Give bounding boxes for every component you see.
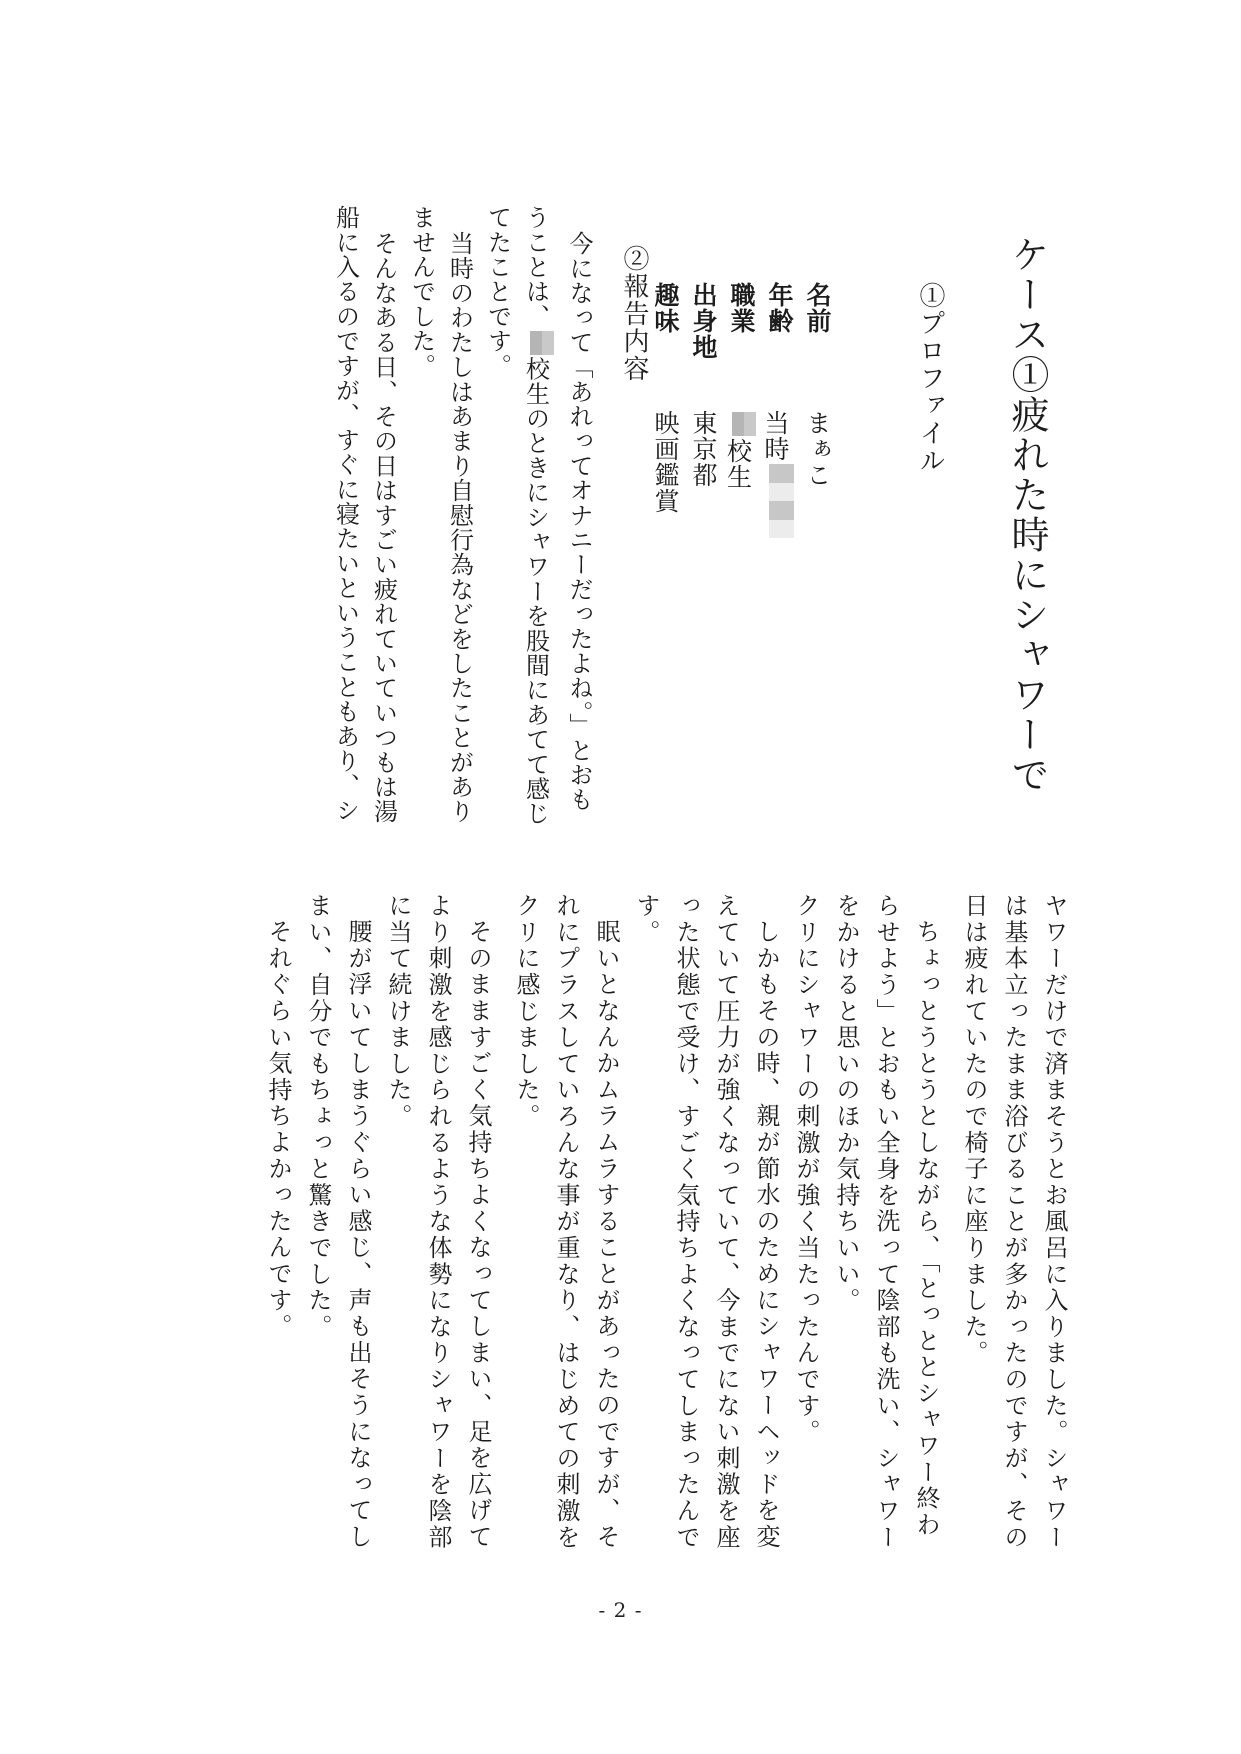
profile-label: 趣味 [651, 282, 680, 334]
profile-label: 職業 [727, 282, 756, 334]
text-line: らせよう」とおもい全身を洗って陰部も洗い、シャワー [872, 893, 900, 1551]
text-line: より刺激を感じられるような体勢になりシャワーを陰部 [424, 893, 452, 1551]
text-line: った状態で受け、すごく気持ちよくなってしまったんで [672, 893, 700, 1551]
text-line: ちょっとうとうとしながら、「とっととシャワー終わ [912, 919, 940, 1539]
profile-value: まぁこ [803, 410, 832, 488]
text-line: に当て続けました。 [384, 893, 412, 1130]
censor-block [732, 412, 756, 436]
case-title: ケース①疲れた時にシャワーで [1005, 235, 1049, 795]
text-line: てたことです。 [483, 205, 512, 378]
profile-heading: ①プロファイル [915, 282, 945, 475]
text-line: をかけると思いのほか気持ちいい。 [832, 893, 860, 1314]
profile-value: 東京都 [689, 410, 718, 488]
profile-row [688, 170, 718, 842]
upper-text-block [180, 170, 1050, 842]
profile-row [723, 170, 756, 842]
profile-label: 名前 [803, 282, 832, 334]
text-line: 眠いとなんかムラムラすることがあったのですが、そ [592, 919, 620, 1551]
text-line: 今になって「あれってオナニーだったよね。」とおも [565, 231, 593, 812]
profile-value: 映画鑑賞 [651, 410, 680, 514]
censor-block [530, 331, 554, 355]
report-heading: ②報告内容 [619, 245, 649, 383]
profile-label: 出身地 [689, 282, 718, 360]
text-line: えていて圧力が強くなっていて、今までにない刺激を座 [712, 893, 740, 1551]
text-line: ヤワーだけで済まそうとお風呂に入りました。シャワー [1040, 893, 1068, 1551]
profile-label: 年齢 [765, 282, 794, 334]
text-line: れにプラスしていろんな事が重なり、はじめての刺激を [552, 893, 580, 1551]
profile-value: 校生 [723, 410, 757, 490]
profile-row [650, 170, 680, 842]
text-line: は基本立ったまま浴びることが多かったのですが、その [1000, 893, 1028, 1551]
text-line: しかもその時、親が節水のためにシャワーヘッドを変 [752, 919, 780, 1551]
lower-text-block [168, 893, 1068, 1565]
text-line: まい、自分でもちょっと驚きでした。 [304, 893, 332, 1341]
text-line: 船に入るのですが、すぐに寝たいということもあり、シ [331, 205, 360, 823]
text-line: クリにシャワーの刺激が強く当たったんです。 [792, 893, 820, 1446]
page-number: - 2 - [598, 1598, 643, 1622]
profile-row [761, 170, 794, 842]
profile-row [802, 170, 832, 842]
text-line: 日は疲れていたので椅子に座りました。 [960, 893, 988, 1367]
text-line: 当時のわたしはあまり自慰行為などをしたことがあり [445, 231, 474, 824]
text-line: そんなある日、その日はすごい疲れていていつもは湯 [369, 231, 398, 824]
text-line: ませんでした。 [407, 205, 436, 378]
text-line: 腰が浮いてしまうぐらい感じ、声も出そうになってし [344, 919, 372, 1551]
text-line: す。 [632, 893, 660, 946]
profile-value: 当時 [760, 410, 794, 540]
text-line: クリに感じました。 [512, 893, 540, 1130]
text-line: うことは、校生のときにシャワーを股間にあてて感じ [523, 170, 555, 842]
text-line: それぐらい気持ちよかったんです。 [264, 919, 292, 1340]
censor-block [769, 464, 794, 538]
text-line: そのまますごく気持ちよくなってしまい、足を広げて [464, 919, 492, 1551]
